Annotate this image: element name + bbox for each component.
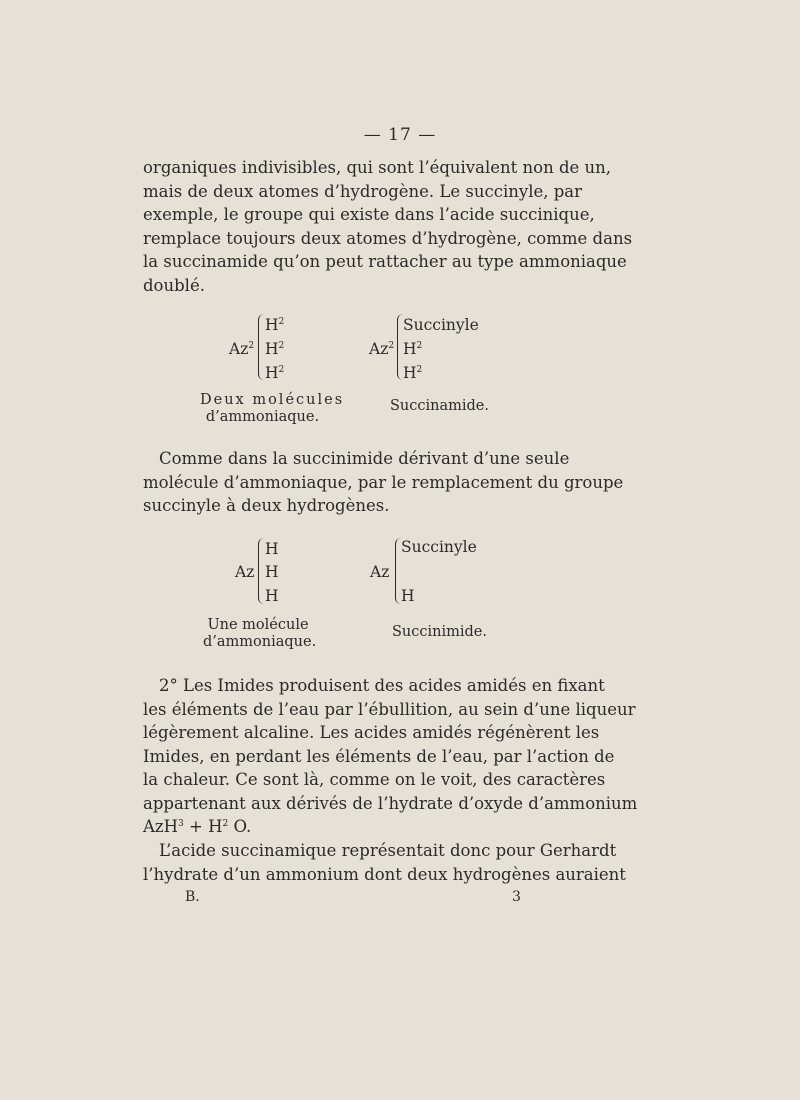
- paragraph-4: [143, 839, 626, 886]
- formula-radical: Az: [235, 563, 255, 581]
- formula-row: Succinyle: [401, 538, 477, 556]
- formula-radical: Az: [370, 563, 390, 581]
- formula-caption: Une molécule d’ammoniaque.: [203, 617, 317, 650]
- brace: [258, 538, 265, 604]
- formula-radical: Az$^2$: [229, 340, 255, 358]
- paragraph-3: [143, 674, 638, 839]
- formula-row: Succinyle: [403, 316, 479, 334]
- text-line: Comme dans la succinimide dérivant d’une seule: [159, 449, 570, 468]
- text-line: l’hydrate d’un ammonium dont deux hydrogènes auraient: [143, 864, 626, 884]
- formula-radical: Az$^2$: [369, 340, 395, 358]
- formula-caption: Succinimide.: [392, 624, 487, 640]
- text-line: organiques indivisibles, qui sont l’équivalent non de un,: [143, 158, 612, 177]
- page-number: — 17 —: [363, 125, 437, 145]
- text-line: la chaleur. Ce sont là, comme on le voit, des caractères: [143, 770, 606, 789]
- formula-row: $H^2$: [265, 316, 285, 334]
- text-line: Imides, en perdant les éléments de l’eau, par l’action de: [143, 746, 615, 766]
- signature-number: 3: [512, 889, 521, 905]
- paragraph-1: [143, 156, 633, 297]
- formula-row: $H^2$: [265, 364, 285, 382]
- formula-row: $H^2$: [403, 364, 423, 382]
- formula-row: $H^2$: [403, 340, 423, 358]
- formula-row: H: [265, 563, 279, 581]
- text-line: succinyle à deux hydrogènes.: [143, 496, 390, 515]
- formula-caption: Succinamide.: [390, 398, 489, 414]
- text-line: remplace toujours deux atomes d’hydrogène, comme dans: [143, 228, 633, 248]
- text-line: 2° Les Imides produisent des acides amidés en fixant: [159, 676, 605, 695]
- text-line: L’acide succinamique représentait donc pour Gerhardt: [159, 841, 617, 860]
- formula-row: H: [401, 587, 415, 605]
- formula-row: $H^2$: [265, 340, 285, 358]
- text-line: les éléments de l’eau par l’ébullition, au sein d’une liqueur: [143, 699, 636, 719]
- signature-letter: B.: [185, 889, 200, 905]
- brace: [258, 314, 265, 380]
- text-line: légèrement alcaline. Les acides amidés régénèrent les: [143, 723, 600, 742]
- text-line: exemple, le groupe qui existe dans l’acide succinique,: [143, 205, 595, 224]
- formula-line: $AzH^3 + H^2$ O.: [143, 817, 252, 836]
- text-line: la succinamide qu’on peut rattacher au type ammoniaque: [143, 252, 627, 271]
- text-line: doublé.: [143, 275, 205, 295]
- paragraph-2: [143, 447, 624, 518]
- text-line: mais de deux atomes d’hydrogène. Le succinyle, par: [143, 181, 583, 201]
- formula-row: H: [265, 540, 279, 558]
- formula-row: H: [265, 587, 279, 605]
- text-line: molécule d’ammoniaque, par le remplacement du groupe: [143, 472, 624, 492]
- text-line: appartenant aux dérivés de l’hydrate d’oxyde d’ammonium: [143, 793, 638, 813]
- formula-caption: Deux molécules d’ammoniaque.: [200, 392, 345, 425]
